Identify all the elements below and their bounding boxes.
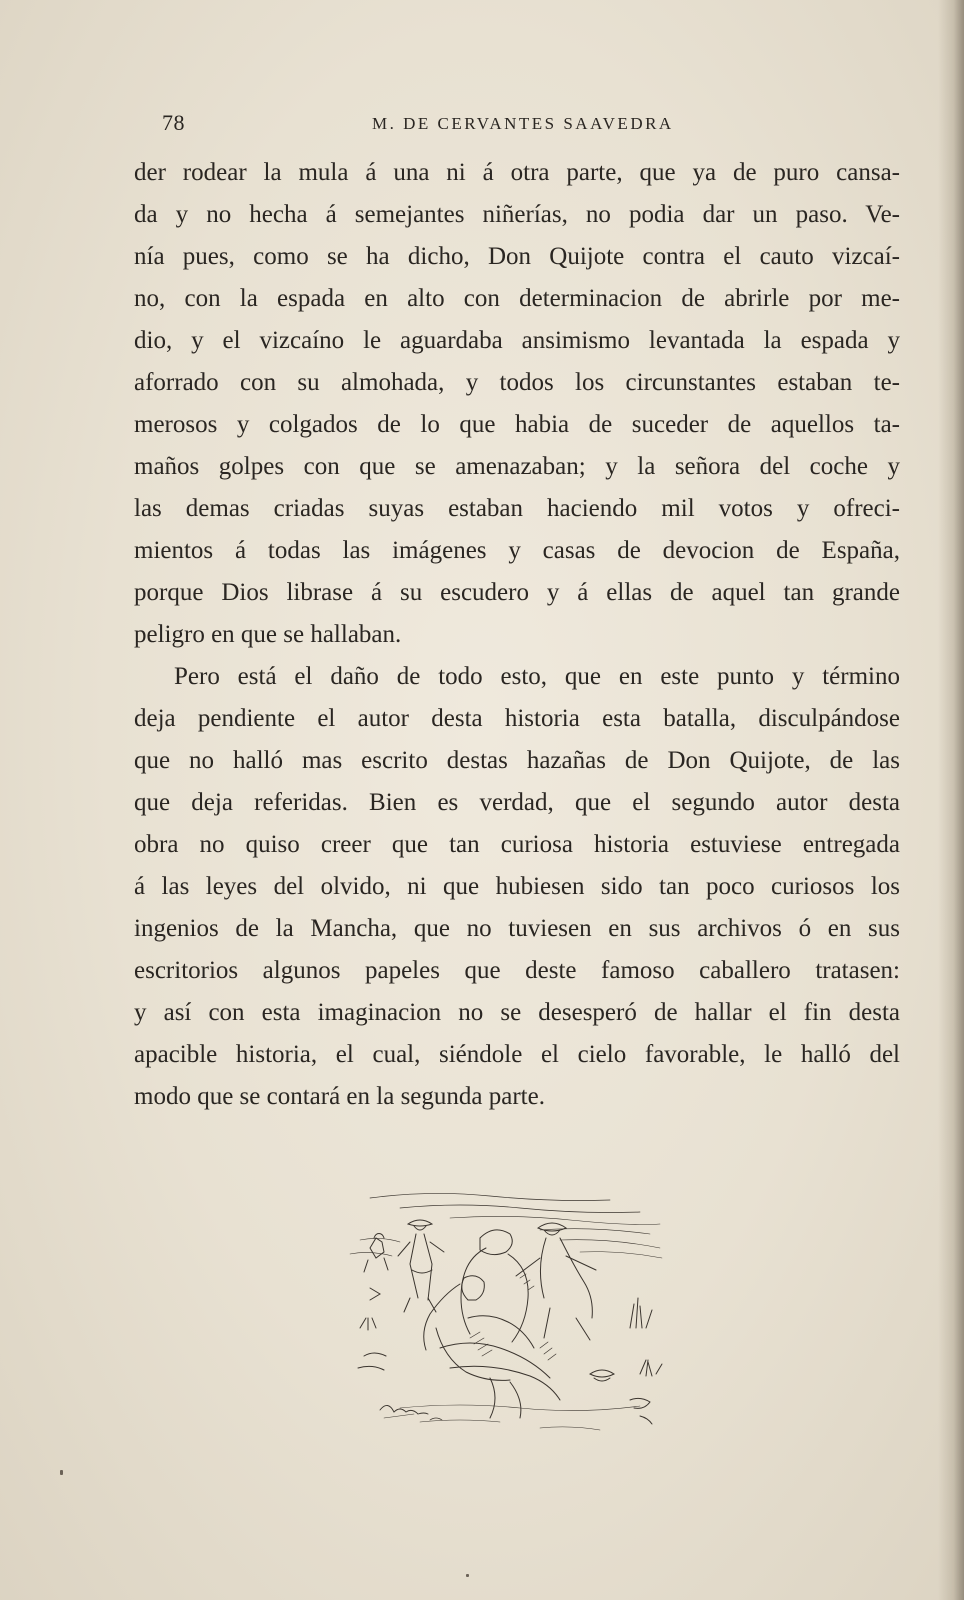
paragraph-2 (134, 656, 900, 1118)
text-line: deja pendiente el autor desta historia esta batalla, disculpándose (134, 705, 900, 732)
engraving-vignette-icon (340, 1178, 690, 1448)
text-line: aforrado con su almohada, y todos los circunstantes estaban te- (134, 369, 900, 396)
text-line: nía pues, como se ha dicho, Don Quijote contra el cauto vizcaí- (134, 243, 900, 270)
text-line: peligro en que se hallaban. (134, 621, 402, 648)
text-line: merosos y colgados de lo que habia de suceder de aquellos ta- (134, 411, 900, 438)
text-line: Pero está el daño de todo esto, que en este punto y término (174, 663, 900, 690)
text-line: modo que se contará en la segunda parte. (134, 1083, 545, 1110)
text-line: á las leyes del olvido, ni que hubiesen sido tan poco curiosos los (134, 873, 900, 900)
running-head: M. DE CERVANTES SAAVEDRA (372, 114, 674, 133)
page-header (162, 110, 682, 136)
text-line: apacible historia, el cual, siéndole el cielo favorable, le halló del (134, 1041, 900, 1068)
text-line: que no halló mas escrito destas hazañas de Don Quijote, de las (134, 747, 900, 774)
text-line: dio, y el vizcaíno le aguardaba ansimismo levantada la espada y (134, 327, 900, 354)
text-line: mientos á todas las imágenes y casas de devocion de España, (134, 537, 900, 564)
text-line: las demas criadas suyas estaban haciendo mil votos y ofreci- (134, 495, 900, 522)
text-line: porque Dios librase á su escudero y á ellas de aquel tan grande (134, 579, 900, 606)
text-line: y así con esta imaginacion no se desesperó de hallar el fin desta (134, 999, 900, 1026)
body-text (134, 152, 900, 1118)
text-line: maños golpes con que se amenazaban; y la señora del coche y (134, 453, 900, 480)
paper-speck (466, 1574, 469, 1577)
text-line: no, con la espada en alto con determinacion de abrirle por me- (134, 285, 900, 312)
text-line: da y no hecha á semejantes niñerías, no podia dar un paso. Ve- (134, 201, 900, 228)
page-number: 78 (162, 110, 185, 135)
text-line: der rodear la mula á una ni á otra parte, que ya de puro cansa- (134, 159, 900, 186)
text-line: ingenios de la Mancha, que no tuviesen en sus archivos ó en sus (134, 915, 900, 942)
text-line: que deja referidas. Bien es verdad, que el segundo autor desta (134, 789, 900, 816)
text-line: obra no quiso creer que tan curiosa historia estuviese entregada (134, 831, 900, 858)
text-line: escritorios algunos papeles que deste famoso caballero tratasen: (134, 957, 900, 984)
paper-speck (60, 1470, 63, 1475)
paragraph-1 (134, 152, 900, 656)
page-edge-shadow (938, 0, 964, 1600)
